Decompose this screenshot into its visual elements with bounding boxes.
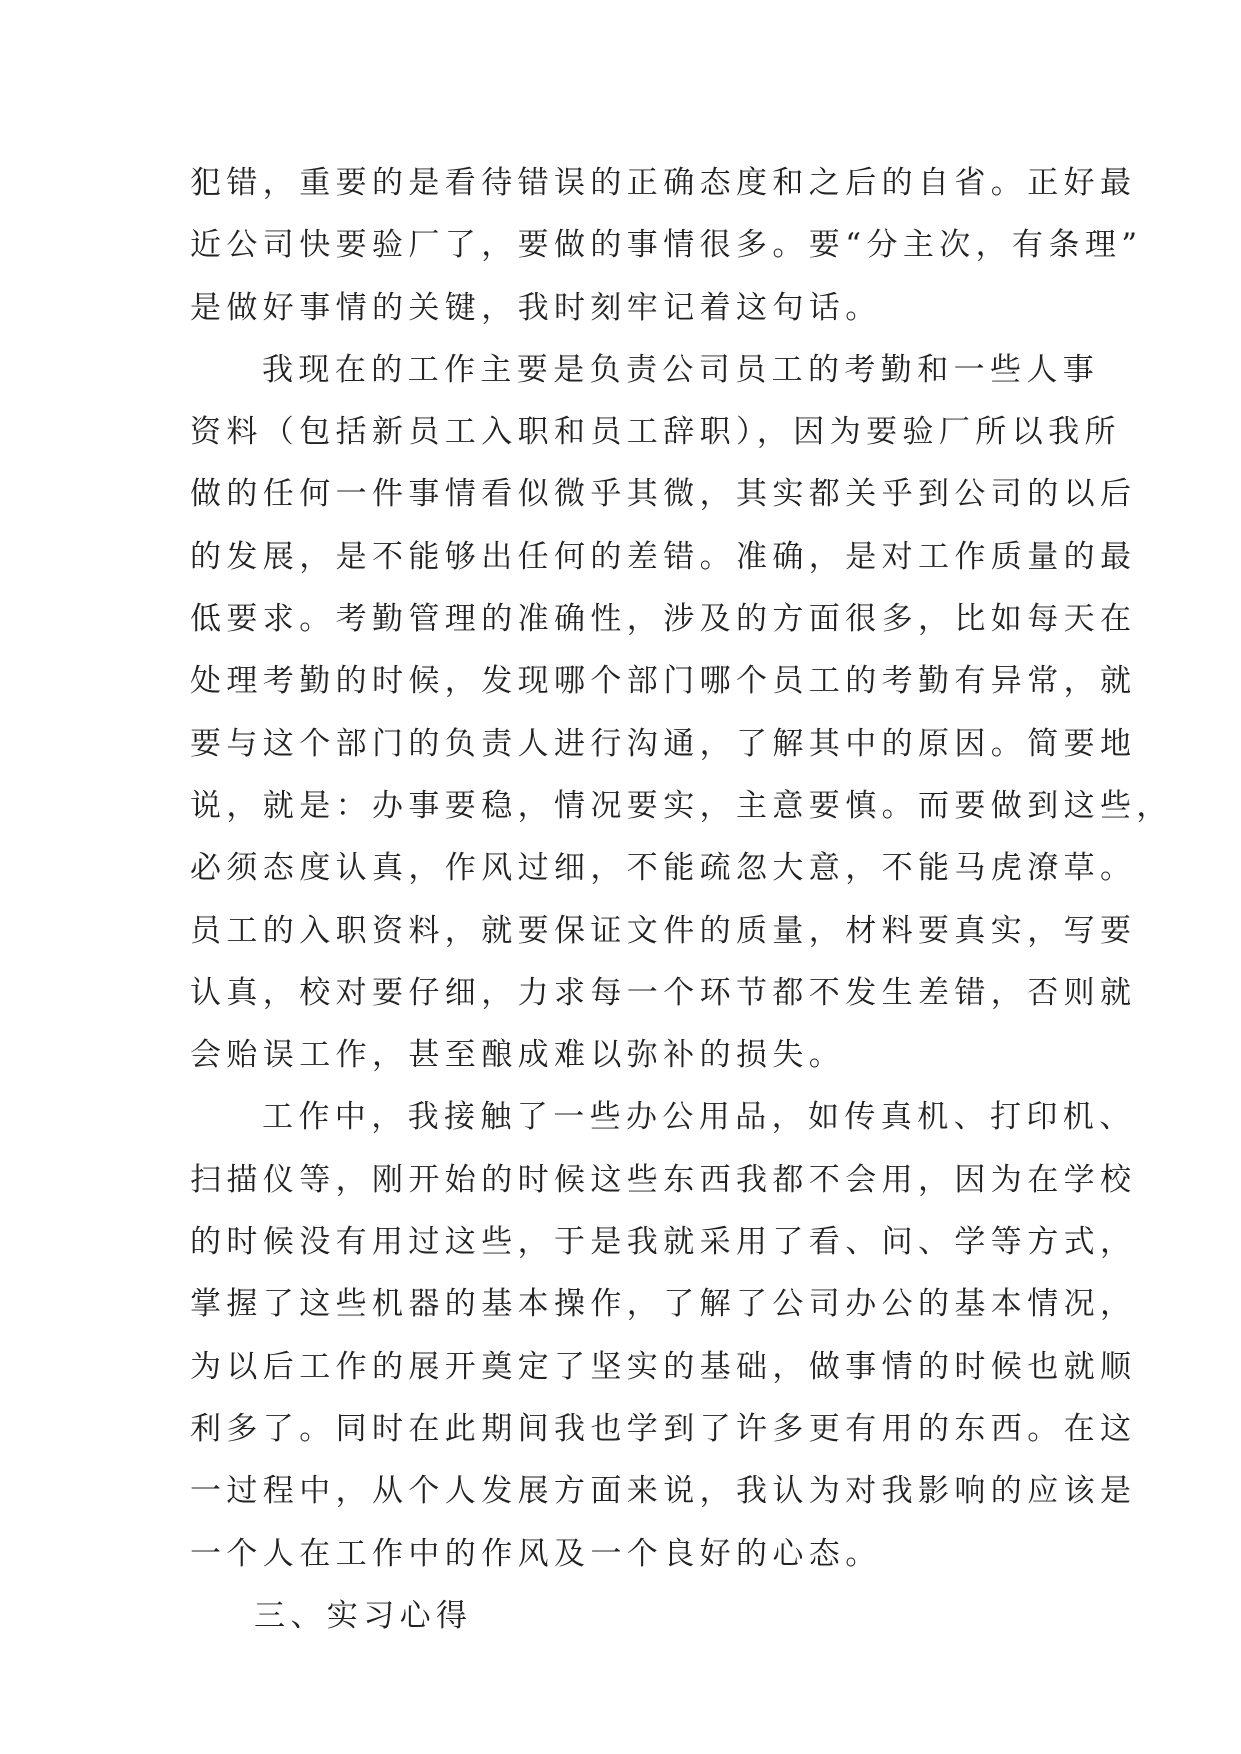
- text-line: 近公司快要验厂了，要做的事情很多。要“分主次，有条理”: [190, 227, 1143, 264]
- section-heading: 三、实习心得: [254, 1597, 473, 1634]
- paragraph-first-line: 工作中，我接触了一些办公用品，如传真机、打印机、: [262, 1099, 1136, 1136]
- text-line: 犯错，重要的是看待错误的正确态度和之后的自省。正好最: [190, 165, 1137, 201]
- text-line: 的发展，是不能够出任何的差错。准确，是对工作质量的最: [190, 538, 1137, 575]
- text-line: 认真，校对要仔细，力求每一个环节都不发生差错，否则就: [190, 974, 1137, 1011]
- text-line: 说，就是：办事要稳，情况要实，主意要慎。而要做到这些，: [190, 787, 1173, 824]
- text-line: 扫描仪等，刚开始的时候这些东西我都不会用，因为在学校: [190, 1161, 1137, 1198]
- text-line: 掌握了这些机器的基本操作，了解了公司办公的基本情况，: [190, 1286, 1137, 1323]
- text-line: 的时候没有用过这些，于是我就采用了看、问、学等方式，: [190, 1224, 1137, 1261]
- text-line: 利多了。同时在此期间我也学到了许多更有用的东西。在这: [190, 1410, 1137, 1447]
- text-line: 员工的入职资料，就要保证文件的质量，材料要真实，写要: [190, 912, 1137, 949]
- text-line: 要与这个部门的负责人进行沟通，了解其中的原因。简要地: [190, 725, 1137, 762]
- text-line: 必须态度认真，作风过细，不能疏忽大意，不能马虎潦草。: [190, 850, 1137, 887]
- text-line: 是做好事情的关键，我时刻牢记着这句话。: [190, 289, 882, 326]
- text-line: 一过程中，从个人发展方面来说，我认为对我影响的应该是: [190, 1473, 1137, 1510]
- text-line: 会贻误工作，甚至酿成难以弥补的损失。: [190, 1037, 846, 1074]
- text-line: 为以后工作的展开奠定了坚实的基础，做事情的时候也就顺: [190, 1348, 1137, 1385]
- text-line: 资料（包括新员工入职和员工辞职），因为要验厂所以我所: [190, 414, 1121, 451]
- text-line: 做的任何一件事情看似微乎其微，其实都关乎到公司的以后: [190, 476, 1137, 513]
- text-line: 低要求。考勤管理的准确性，涉及的方面很多，比如每天在: [190, 601, 1137, 638]
- document-body: [190, 152, 1173, 1647]
- paragraph-first-line: 我现在的工作主要是负责公司员工的考勤和一些人事: [262, 351, 1100, 388]
- text-line: 处理考勤的时候，发现哪个部门哪个员工的考勤有异常，就: [190, 663, 1137, 700]
- text-line: 一个人在工作中的作风及一个良好的心态。: [190, 1535, 882, 1572]
